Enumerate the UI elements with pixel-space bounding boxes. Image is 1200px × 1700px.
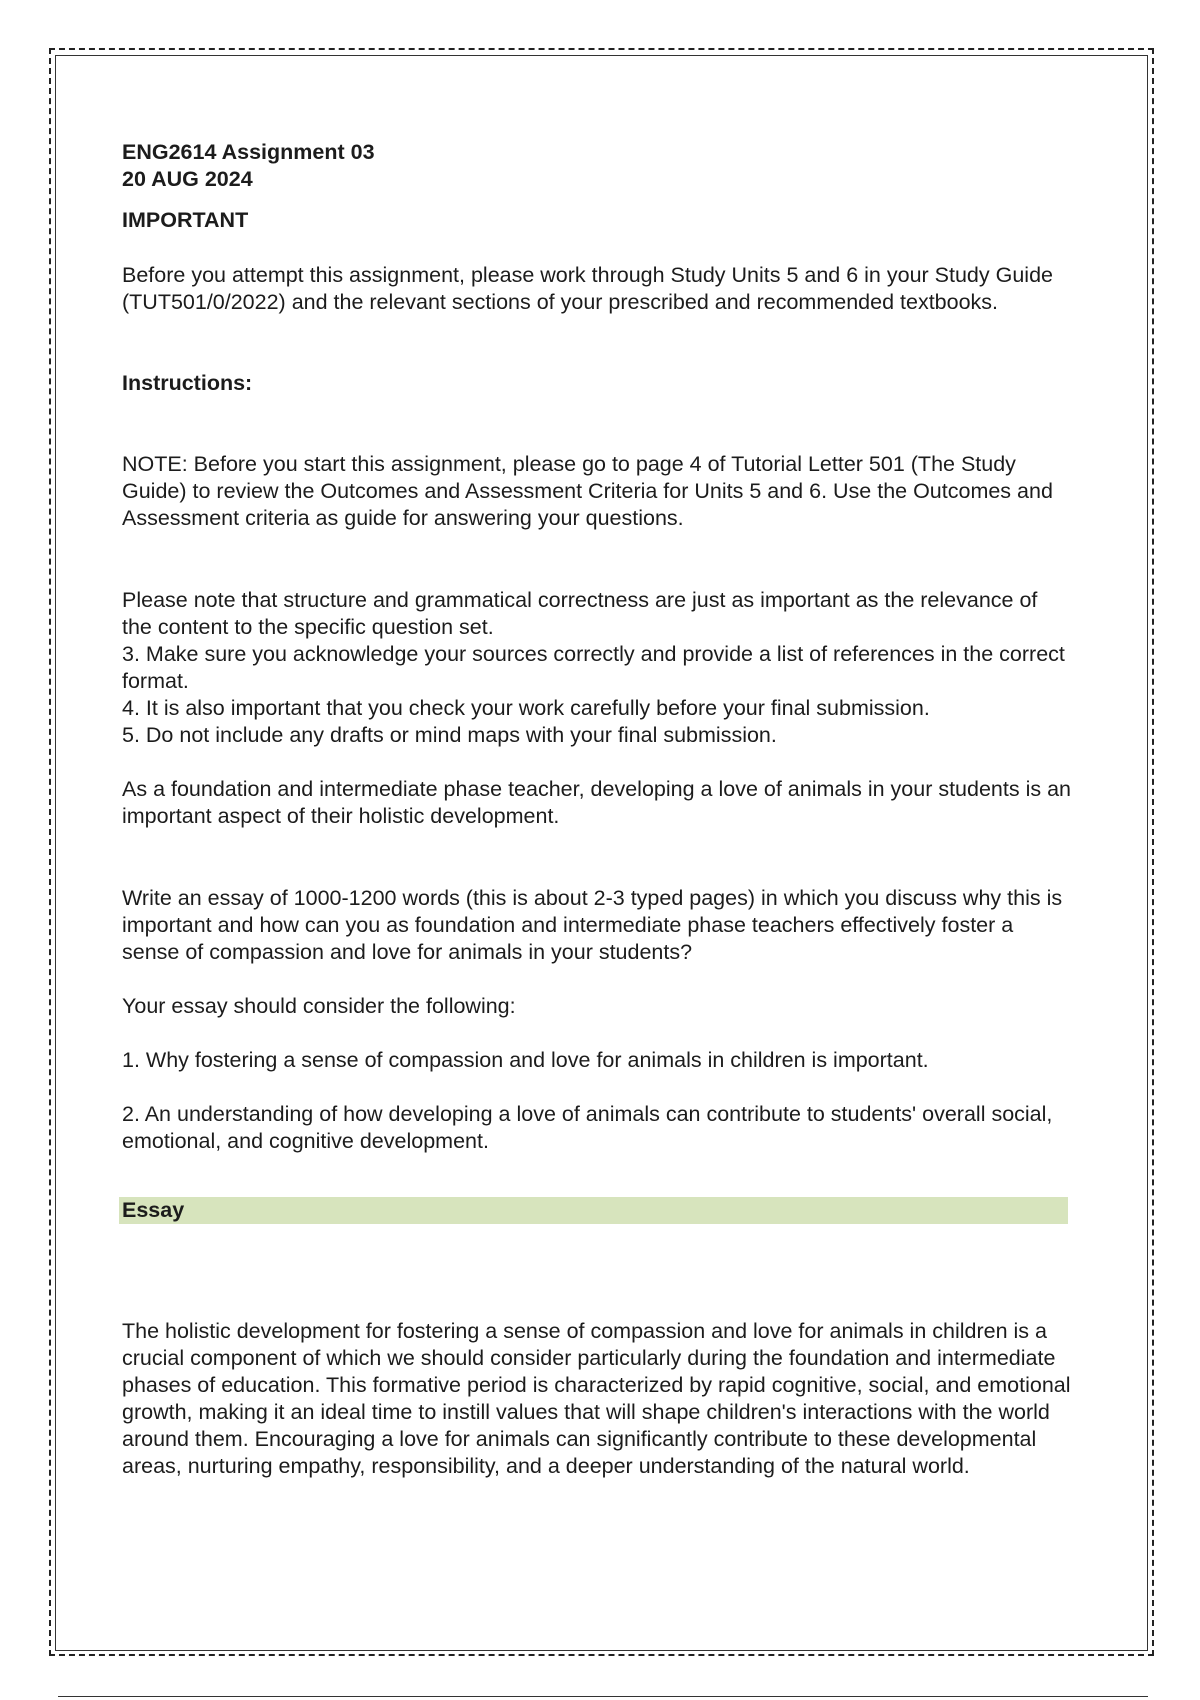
document-content [122,139,1072,1480]
essay-heading-bar [119,1197,1068,1224]
footer-divider [58,1696,1148,1697]
prompt-consider: Your essay should consider the following: [122,994,516,1018]
essay-heading: Essay [122,1198,185,1222]
prompt-point-2: 2. An understanding of how developing a love of animals can contribute to students' overall social, emotional, and cognitive development. [122,1102,1053,1153]
prompt-point-1: 1. Why fostering a sense of compassion and love for animals in children is important. [122,1048,929,1072]
prompt-essay-task: Write an essay of 1000-1200 words (this is about 2-3 typed pages) in which you discuss why this is important and how can you as foundation and intermediate phase teachers effectively foster a sense of compassion and love for animals in your students? [122,886,1063,964]
instructions-item-3: 3. Make sure you acknowledge your sources correctly and provide a list of references in the correct format. [122,642,1065,693]
prompt-foundation: As a foundation and intermediate phase teacher, developing a love of animals in your students is an important aspect of their holistic development. [122,777,1072,828]
instructions-item-5: 5. Do not include any drafts or mind maps with your final submission. [122,723,777,747]
essay-body: The holistic development for fostering a sense of compassion and love for animals in children is a crucial component of which we should consider particularly during the foundation and intermediate phases of education. This formative period is characterized by rapid cognitive, social, and emotional growth, making it an ideal time to instill values that will shape children's interactions with the world around them. Encouraging a love for animals can significantly contribute to these developmental areas, nurturing empathy, responsibility, and a deeper understanding of the natural world. [122,1319,1071,1478]
instructions-grammar: Please note that structure and grammatical correctness are just as important as the relevance of the content to the specific question set. [122,588,1038,639]
instructions-item-4: 4. It is also important that you check your work carefully before your final submission. [122,696,930,720]
assignment-title: ENG2614 Assignment 03 [122,140,375,164]
important-text: Before you attempt this assignment, please work through Study Units 5 and 6 in your Study Guide (TUT501/0/2022) and the relevant sections of your prescribed and recommended textbooks. [122,263,1053,314]
important-heading: IMPORTANT [122,208,249,232]
instructions-note: NOTE: Before you start this assignment, please go to page 4 of Tutorial Letter 501 (The Study Guide) to review the Outcomes and Assessment Criteria for Units 5 and 6. Use the Outcomes and Assessment criteria as guide for answering your questions. [122,452,1053,530]
instructions-heading: Instructions: [122,371,253,395]
assignment-date: 20 AUG 2024 [122,167,253,191]
